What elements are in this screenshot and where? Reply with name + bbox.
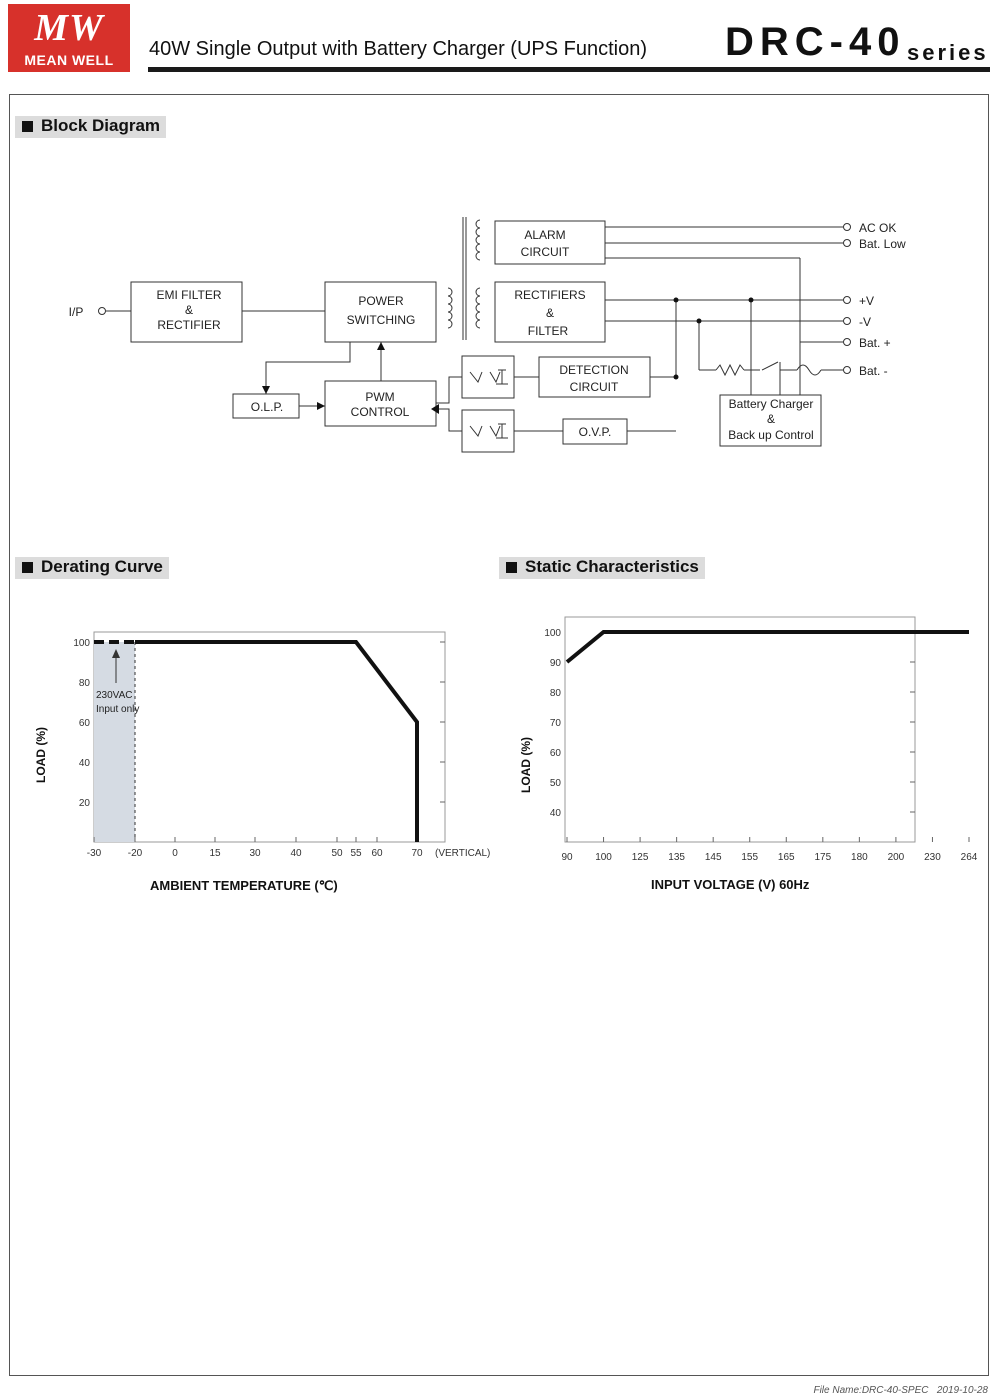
derating-line [135,642,417,842]
x-tick-label: 175 [814,852,832,863]
x-tick-label: 100 [595,852,612,863]
pwm-text-1: PWM [365,390,395,404]
output-plus-v: +V [859,294,875,308]
olp-text: O.L.P. [250,400,284,414]
output-ac-ok: AC OK [859,221,897,235]
y-tick-label: 60 [549,748,561,759]
y-axis-title: LOAD (%) [34,727,48,783]
page-subtitle: 40W Single Output with Battery Charger (UPS Function) [149,38,647,60]
detect-text-1: DETECTION [559,363,629,377]
x-tick-label: -30 [86,848,102,859]
x-tick-label: 0 [172,848,178,859]
x-axis-title: INPUT VOLTAGE (V) 60Hz [651,877,810,892]
optocoupler-2 [462,410,514,452]
pwm-text-2: CONTROL [350,405,410,419]
charger-text-3: Back up Control [728,428,814,442]
input-terminal [99,308,106,315]
output-minus-v: -V [859,315,871,329]
x-tick-label: 15 [209,848,221,859]
power-text-1: POWER [358,294,404,308]
y-tick-label: 90 [549,658,561,669]
alarm-text-1: ALARM [524,228,566,242]
footer-file-name: File Name:DRC-40-SPEC [813,1385,929,1396]
model-name: DRC-40 [725,20,906,64]
logo-name: MEAN WELL [24,52,114,68]
x-tick-label: 230 [924,852,941,863]
y-tick-label: 50 [549,778,561,789]
x-tick-label: 70 [411,848,423,859]
x-tick-label: 165 [777,852,795,863]
rect-text-1: RECTIFIERS [514,288,586,302]
x-tick-label: 145 [704,852,722,863]
power-text-2: SWITCHING [346,313,416,327]
x-tick-label: 90 [561,852,573,863]
x-tick-label: 55 [350,848,362,859]
optocoupler-1 [462,356,514,398]
y-tick-label: 70 [549,718,561,729]
y-tick-label: 80 [78,678,90,689]
logo-mark: MW [34,7,104,49]
output-bat-plus: Bat. + [859,336,891,350]
section-title-block-diagram: Block Diagram [15,116,166,138]
footer-date: 2019-10-28 [936,1385,988,1396]
x-tick-label: 60 [371,848,383,859]
output-bat-minus: Bat. - [859,364,888,378]
footer-file-info [813,1385,988,1396]
y-tick-label: 60 [78,718,90,729]
x-tick-label: 264 [960,852,978,863]
charger-text-2: & [766,412,776,426]
x-tick-label: -20 [127,848,143,859]
alarm-text-2: CIRCUIT [520,245,570,259]
ovp-text: O.V.P. [578,425,612,439]
power-switching-block [325,282,436,342]
y-axis-title: LOAD (%) [519,737,533,793]
x-axis-title: AMBIENT TEMPERATURE (℃) [150,878,338,893]
y-tick-label: 80 [549,688,561,699]
detect-text-2: CIRCUIT [569,380,619,394]
emi-text-2: & [184,303,194,317]
y-tick-label: 40 [549,808,561,819]
x-tick-label: 180 [851,852,868,863]
region-label-1: 230VAC [96,690,133,701]
charger-text-1: Battery Charger [728,397,814,411]
x-tick-label: 200 [887,852,905,863]
emi-text-1: EMI FILTER [156,288,222,302]
plot-frame [94,632,445,842]
x-tick-label: 155 [741,852,759,863]
y-tick-label: 100 [544,628,561,639]
y-tick-label: 20 [78,798,90,809]
section-title-derating-curve: Derating Curve [15,557,169,579]
input-only-region [94,642,135,842]
series-label: series [907,40,989,65]
plot-frame [565,617,915,842]
derating-curve-chart [0,580,500,910]
x-tick-label: 135 [668,852,685,863]
y-tick-label: 40 [78,758,90,769]
static-line [567,632,969,662]
input-label: I/P [68,305,84,319]
x-tick-label: 40 [290,848,302,859]
rect-text-3: FILTER [527,324,569,338]
x-tick-label: 50 [331,848,343,859]
section-title-static-characteristics: Static Characteristics [499,557,705,579]
x-tick-label: 30 [249,848,261,859]
x-tick-label: 125 [631,852,649,863]
emi-text-3: RECTIFIER [157,318,221,332]
output-bat-low: Bat. Low [859,237,906,251]
static-characteristics-chart [490,580,990,910]
x-unit-note: (VERTICAL) [435,848,491,859]
y-tick-label: 100 [73,638,90,649]
rect-text-2: & [545,306,555,320]
region-label-2: Input only [96,704,140,715]
